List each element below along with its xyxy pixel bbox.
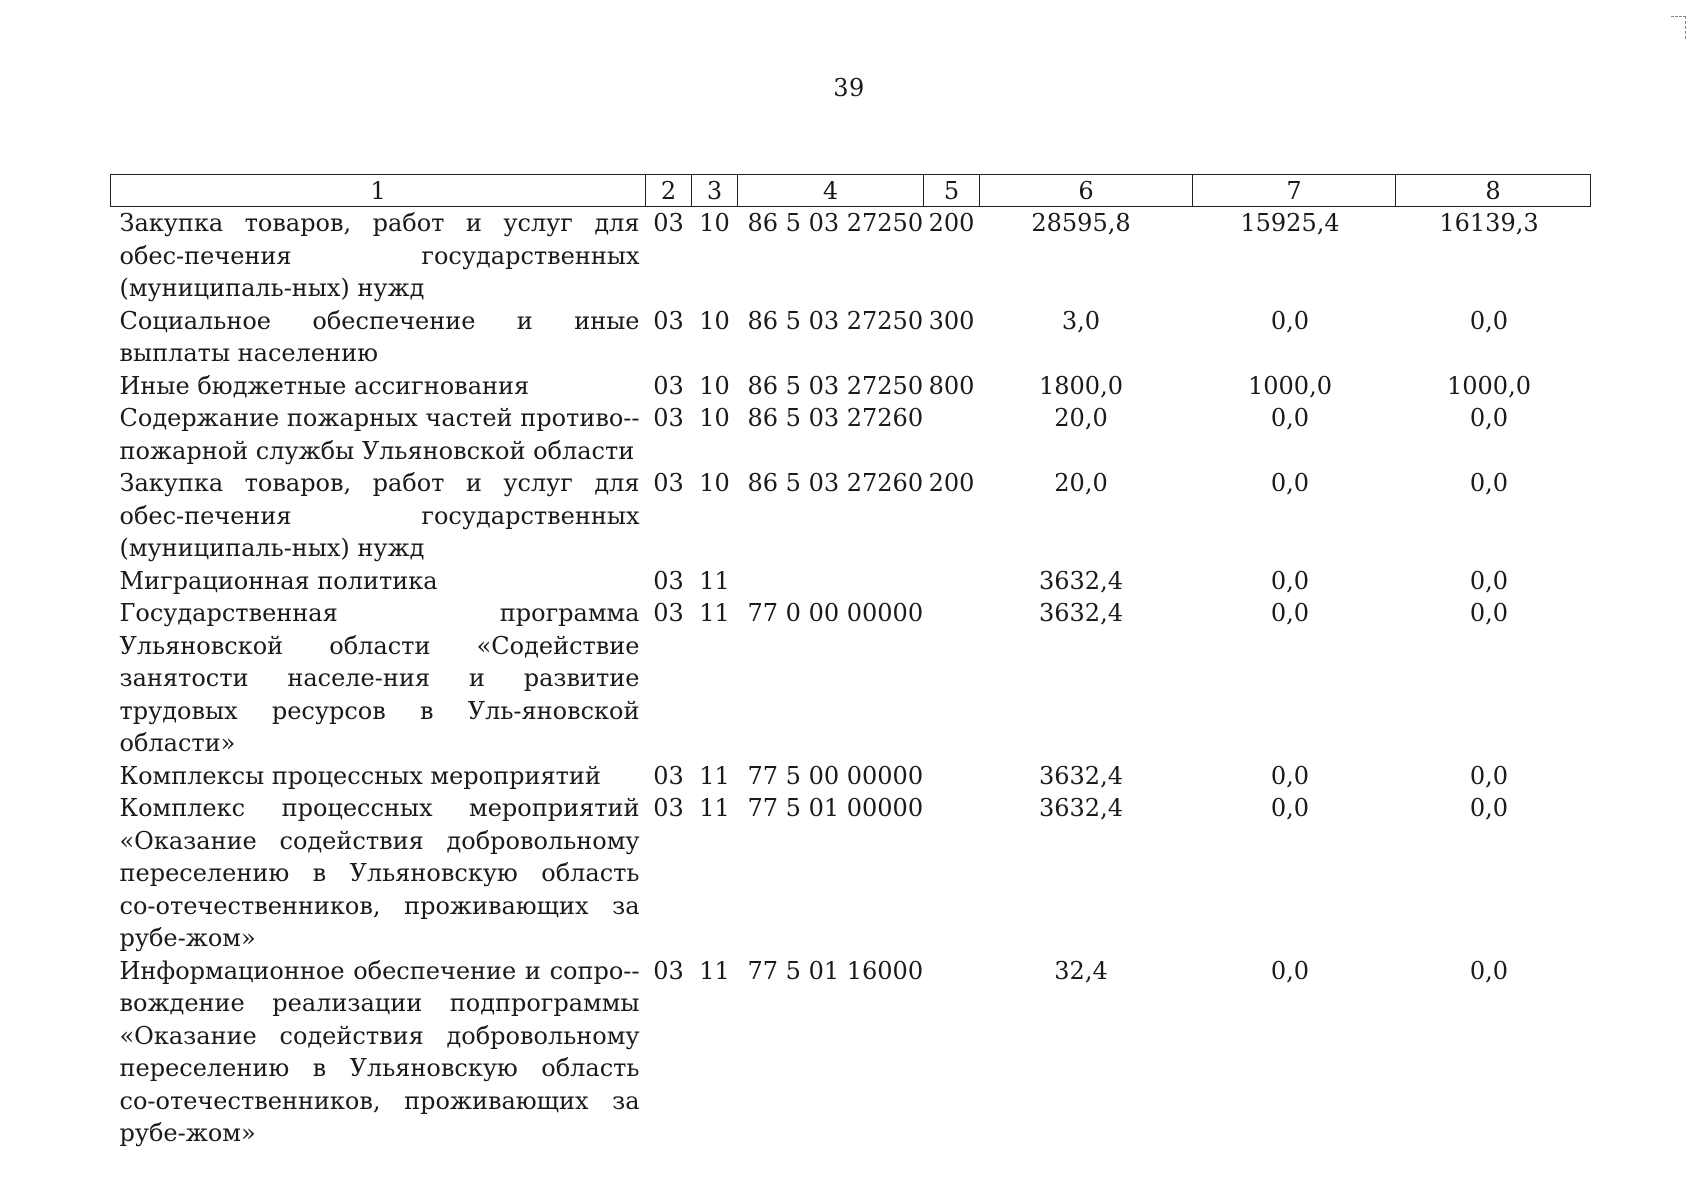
header-col-3: 3 — [692, 175, 738, 207]
row-name: Социальное обеспечение и иные выплаты населению — [119, 306, 640, 367]
row-subsection: 10 — [699, 209, 730, 237]
row-amount-8: 0,0 — [1469, 956, 1509, 985]
row-section: 03 — [653, 371, 684, 400]
row-target-article: 86 5 03 27250 — [747, 306, 924, 335]
row-name: Государственная программа Ульяновской области «Содействие занятости населе-ния и развитие трудовых ресурсов в Уль-яновской области» — [119, 599, 640, 757]
row-amount-8: 0,0 — [1469, 794, 1509, 822]
row-subsection: 10 — [699, 469, 730, 497]
table-row — [111, 402, 1591, 467]
row-amount-7: 0,0 — [1270, 794, 1310, 822]
row-expense-type: 300 — [928, 306, 975, 335]
row-amount-7: 0,0 — [1270, 761, 1310, 790]
row-amount-7: 1000,0 — [1248, 371, 1332, 400]
row-section: 03 — [653, 956, 684, 985]
row-subsection: 11 — [699, 599, 730, 627]
row-amount-7: 0,0 — [1270, 599, 1310, 627]
row-expense-type — [924, 792, 980, 955]
row-target-article: 77 5 00 00000 — [747, 761, 924, 790]
budget-table — [110, 174, 1591, 1150]
row-amount-6: 28595,8 — [1031, 209, 1131, 237]
row-expense-type: 200 — [928, 469, 975, 497]
header-col-7: 7 — [1193, 175, 1396, 207]
row-amount-6: 20,0 — [1054, 469, 1108, 497]
row-target-article: 86 5 03 27250 — [747, 209, 924, 237]
table-row — [111, 207, 1591, 305]
row-name: Содержание пожарных частей противо-пожарной службы Ульяновской области — [119, 404, 640, 465]
row-section: 03 — [653, 209, 684, 237]
row-name: Комплексы процессных мероприятий — [119, 761, 601, 790]
table-row — [111, 760, 1591, 793]
row-expense-type — [924, 597, 980, 760]
table-row — [111, 467, 1591, 565]
header-col-4: 4 — [738, 175, 924, 207]
header-col-2: 2 — [646, 175, 692, 207]
row-amount-6: 32,4 — [1054, 956, 1108, 985]
row-target-article: 86 5 03 27260 — [747, 469, 924, 497]
row-amount-7: 0,0 — [1270, 404, 1310, 432]
table-body — [111, 207, 1591, 1150]
table-row — [111, 792, 1591, 955]
row-section: 03 — [653, 761, 684, 790]
header-row — [111, 175, 1591, 207]
row-amount-6: 1800,0 — [1039, 371, 1123, 400]
row-amount-6: 3632,4 — [1039, 566, 1123, 595]
row-amount-6: 3632,4 — [1039, 794, 1123, 822]
row-name: Комплекс процессных мероприятий «Оказание содействия добровольному переселению в Ульяновскую область со-отечественников, проживающих за рубе-жом» — [119, 794, 640, 952]
row-section: 03 — [653, 306, 684, 335]
row-amount-8: 0,0 — [1469, 306, 1509, 335]
row-target-article: 77 0 00 00000 — [747, 599, 924, 627]
row-section: 03 — [653, 566, 684, 595]
row-expense-type — [924, 955, 980, 1150]
row-expense-type — [924, 760, 980, 793]
row-subsection: 11 — [699, 761, 730, 790]
table-row — [111, 955, 1591, 1150]
row-subsection: 10 — [699, 306, 730, 335]
row-target-article: 86 5 03 27250 — [747, 371, 924, 400]
table-header — [111, 175, 1591, 207]
row-section: 03 — [653, 794, 684, 822]
row-name: Закупка товаров, работ и услуг для обес-печения государственных (муниципаль-ных) нужд — [119, 469, 640, 562]
row-expense-type — [924, 565, 980, 598]
row-amount-7: 15925,4 — [1240, 209, 1340, 237]
row-subsection: 11 — [699, 794, 730, 822]
row-amount-7: 0,0 — [1270, 306, 1310, 335]
row-subsection: 11 — [699, 956, 730, 985]
row-section: 03 — [653, 469, 684, 497]
row-amount-8: 0,0 — [1469, 566, 1509, 595]
row-expense-type: 200 — [928, 209, 975, 237]
row-name: Иные бюджетные ассигнования — [119, 371, 530, 400]
row-name: Информационное обеспечение и сопро-вождение реализации подпрограммы «Оказание содействия добровольному переселению в Ульяновскую область со-отечественников, проживающих за рубе-жом» — [119, 956, 640, 1147]
row-amount-8: 0,0 — [1469, 404, 1509, 432]
row-target-article: 77 5 01 00000 — [747, 794, 924, 822]
table-row — [111, 597, 1591, 760]
row-amount-6: 3632,4 — [1039, 599, 1123, 627]
table-row — [111, 370, 1591, 403]
row-amount-8: 1000,0 — [1447, 371, 1531, 400]
row-target-article — [738, 565, 924, 598]
header-col-6: 6 — [980, 175, 1193, 207]
row-amount-8: 0,0 — [1469, 761, 1509, 790]
row-target-article: 86 5 03 27260 — [747, 404, 924, 432]
header-col-5: 5 — [924, 175, 980, 207]
header-col-1: 1 — [111, 175, 646, 207]
scan-corner-mark — [1671, 16, 1686, 39]
table-row — [111, 305, 1591, 370]
page-number: 39 — [833, 74, 865, 102]
header-col-8: 8 — [1396, 175, 1591, 207]
row-amount-7: 0,0 — [1270, 566, 1310, 595]
row-amount-8: 0,0 — [1469, 469, 1509, 497]
row-subsection: 10 — [699, 371, 730, 400]
row-section: 03 — [653, 404, 684, 432]
row-amount-7: 0,0 — [1270, 956, 1310, 985]
row-name: Миграционная политика — [119, 566, 438, 595]
row-amount-6: 20,0 — [1054, 404, 1108, 432]
row-amount-7: 0,0 — [1270, 469, 1310, 497]
row-expense-type — [924, 402, 980, 467]
row-amount-6: 3632,4 — [1039, 761, 1123, 790]
row-target-article: 77 5 01 16000 — [747, 956, 924, 985]
row-section: 03 — [653, 599, 684, 627]
row-subsection: 10 — [699, 404, 730, 432]
row-amount-8: 16139,3 — [1439, 209, 1539, 237]
row-name: Закупка товаров, работ и услуг для обес-печения государственных (муниципаль-ных) нужд — [119, 209, 640, 302]
table-row — [111, 565, 1591, 598]
row-amount-6: 3,0 — [1061, 306, 1101, 335]
row-expense-type: 800 — [928, 371, 975, 400]
row-amount-8: 0,0 — [1469, 599, 1509, 627]
row-subsection: 11 — [699, 566, 730, 595]
